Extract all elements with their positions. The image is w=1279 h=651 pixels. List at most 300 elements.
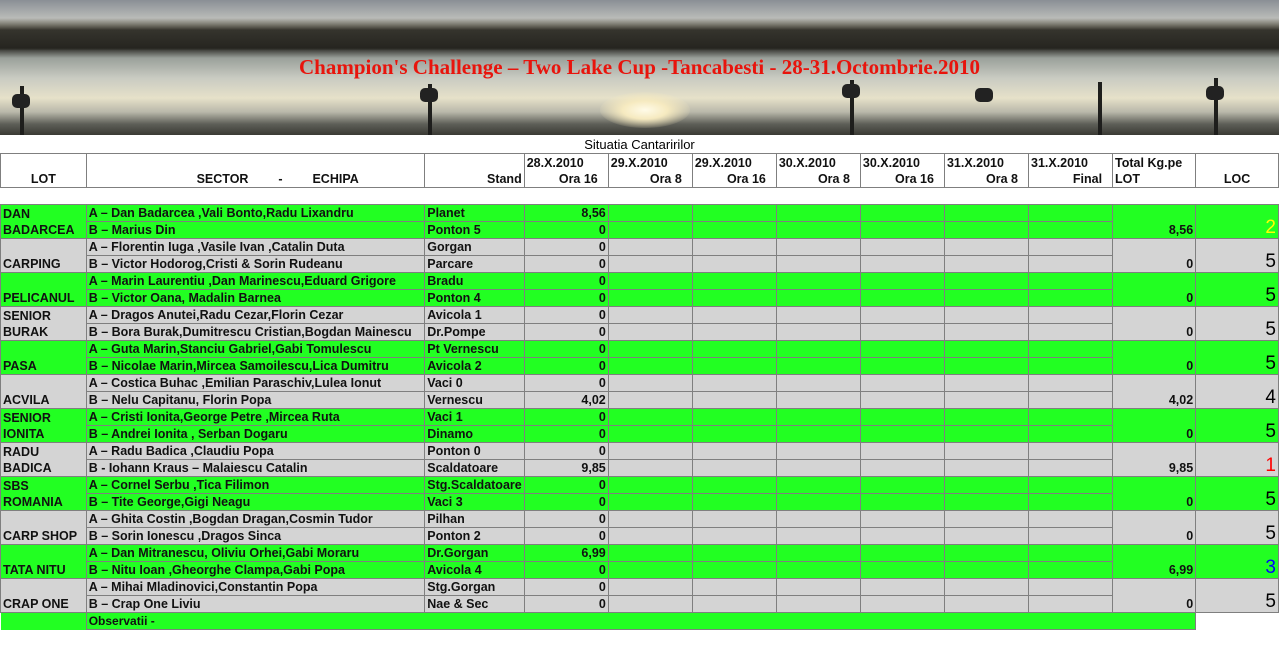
weight-day3-a (692, 273, 776, 290)
weight-day1-a: 0 (524, 273, 608, 290)
team-member-a: A – Cristi Ionita,George Petre ,Mircea Ruta (86, 409, 425, 426)
team-total: 0 (1113, 477, 1196, 511)
weight-day5-b (860, 460, 944, 477)
weight-day2-b (608, 324, 692, 341)
weight-day7-b (1029, 426, 1113, 443)
weight-day3-b (692, 494, 776, 511)
team-row-a (1, 409, 1279, 426)
weight-day4-a (776, 409, 860, 426)
day6-date: 31.X.2010 (946, 156, 1004, 170)
weight-day3-b (692, 256, 776, 273)
col-header-stand: Stand (425, 154, 524, 188)
team-total: 6,99 (1113, 545, 1196, 579)
stand-a: Planet (425, 205, 524, 222)
team-total: 8,56 (1113, 205, 1196, 239)
weight-day5-b (860, 358, 944, 375)
stand-a: Pt Vernescu (425, 341, 524, 358)
day7-date: 31.X.2010 (1031, 156, 1088, 170)
stand-a: Stg.Scaldatoare (425, 477, 524, 494)
weight-day7-b (1029, 562, 1113, 579)
weight-day5-b (860, 324, 944, 341)
weight-day6-b (944, 392, 1028, 409)
weight-day7-b (1029, 222, 1113, 239)
team-member-b: B – Marius Din (86, 222, 425, 239)
total-lot-label: LOT (1115, 172, 1141, 186)
weight-day7-a (1029, 341, 1113, 358)
weight-day3-a (692, 205, 776, 222)
weight-day7-b (1029, 494, 1113, 511)
reel-icon (1206, 86, 1224, 100)
weight-day6-a (944, 375, 1028, 392)
weight-day3-a (692, 579, 776, 596)
weight-day6-a (944, 443, 1028, 460)
team-lot (1, 409, 87, 443)
stand-a: Vaci 0 (425, 375, 524, 392)
team-lot-line2: BADICA (3, 461, 52, 475)
stand-b: Dinamo (425, 426, 524, 443)
weight-day1-a: 0 (524, 409, 608, 426)
team-row-a (1, 511, 1279, 528)
reel-icon (975, 88, 993, 102)
reel-icon (12, 94, 30, 108)
weight-day7-a (1029, 545, 1113, 562)
weight-day2-a (608, 545, 692, 562)
stand-b: Vaci 3 (425, 494, 524, 511)
team-member-a: A – Florentin Iuga ,Vasile Ivan ,Catalin Duta (86, 239, 425, 256)
team-member-a: A – Costica Buhac ,Emilian Paraschiv,Lulea Ionut (86, 375, 425, 392)
team-lot-line2: IONITA (3, 427, 45, 441)
stand-b: Scaldatoare (425, 460, 524, 477)
team-member-b: B – Crap One Liviu (86, 596, 425, 613)
stand-a: Vaci 1 (425, 409, 524, 426)
team-row-a (1, 307, 1279, 324)
weight-day1-a: 0 (524, 375, 608, 392)
header-banner (0, 0, 1279, 135)
team-member-b: B – Bora Burak,Dumitrescu Cristian,Bogdan Mainescu (86, 324, 425, 341)
weight-day5-a (860, 273, 944, 290)
team-total: 0 (1113, 341, 1196, 375)
day7-time: Final (1072, 172, 1103, 186)
rod-pod-icon (1098, 82, 1102, 135)
col-header-day1 (524, 154, 608, 188)
weight-day6-b (944, 460, 1028, 477)
weight-day1-b: 0 (524, 494, 608, 511)
weight-day4-b (776, 256, 860, 273)
stand-b: Nae & Sec (425, 596, 524, 613)
weight-day3-a (692, 545, 776, 562)
treeline (0, 18, 1279, 50)
weight-day5-a (860, 307, 944, 324)
weight-day1-a: 0 (524, 579, 608, 596)
team-lot (1, 239, 87, 273)
weight-day2-b (608, 460, 692, 477)
table-caption: Situatia Cantaririlor (584, 137, 695, 152)
weight-day5-a (860, 409, 944, 426)
weight-day1-b: 0 (524, 528, 608, 545)
team-lot (1, 375, 87, 409)
weight-day3-b (692, 392, 776, 409)
team-row-b (1, 324, 1279, 341)
weight-day2-a (608, 205, 692, 222)
team-lot-line1: SBS (3, 479, 29, 493)
weight-day2-b (608, 494, 692, 511)
weight-day6-a (944, 409, 1028, 426)
weight-day7-a (1029, 307, 1113, 324)
team-row-a (1, 579, 1279, 596)
col-header-lot: LOT (1, 154, 87, 188)
weight-day7-a (1029, 579, 1113, 596)
stand-b: Ponton 5 (425, 222, 524, 239)
team-rank: 5 (1196, 409, 1279, 443)
team-member-a: A – Dragos Anutei,Radu Cezar,Florin Cezar (86, 307, 425, 324)
weight-day2-a (608, 477, 692, 494)
weight-day3-b (692, 528, 776, 545)
weight-day4-b (776, 494, 860, 511)
weight-day4-a (776, 273, 860, 290)
team-lot (1, 273, 87, 307)
team-member-b: B - Iohann Kraus – Malaiescu Catalin (86, 460, 425, 477)
team-total: 0 (1113, 409, 1196, 443)
weight-day7-b (1029, 358, 1113, 375)
weight-day3-a (692, 341, 776, 358)
team-total: 9,85 (1113, 443, 1196, 477)
weight-day7-a (1029, 511, 1113, 528)
weight-day6-a (944, 205, 1028, 222)
team-row-a (1, 273, 1279, 290)
team-total: 0 (1113, 273, 1196, 307)
weight-day7-b (1029, 460, 1113, 477)
team-member-a: A – Ghita Costin ,Bogdan Dragan,Cosmin Tudor (86, 511, 425, 528)
reel-icon (420, 88, 438, 102)
col-header-dash: - (278, 172, 283, 186)
team-row-a (1, 477, 1279, 494)
weight-day2-a (608, 409, 692, 426)
team-member-b: B – Nelu Capitanu, Florin Popa (86, 392, 425, 409)
team-lot-line2: BURAK (3, 325, 49, 339)
weight-day6-b (944, 358, 1028, 375)
weight-day7-a (1029, 409, 1113, 426)
team-lot-line1: DAN (3, 207, 31, 221)
weight-day4-b (776, 358, 860, 375)
day3-time: Ora 16 (726, 172, 766, 186)
team-row-a (1, 443, 1279, 460)
day2-time: Ora 8 (649, 172, 682, 186)
weight-day7-b (1029, 596, 1113, 613)
weight-day7-a (1029, 477, 1113, 494)
weight-day4-b (776, 290, 860, 307)
weight-day5-b (860, 596, 944, 613)
team-member-a: A – Marin Laurentiu ,Dan Marinescu,Eduard Grigore (86, 273, 425, 290)
weight-day2-a (608, 239, 692, 256)
weight-day2-b (608, 426, 692, 443)
weight-day4-a (776, 205, 860, 222)
weight-day5-b (860, 256, 944, 273)
weight-day1-b: 0 (524, 256, 608, 273)
team-row-b (1, 290, 1279, 307)
weight-day6-a (944, 273, 1028, 290)
team-member-b: B – Victor Oana, Madalin Barnea (86, 290, 425, 307)
weight-day1-b: 0 (524, 222, 608, 239)
team-rank: 5 (1196, 579, 1279, 613)
team-member-a: A – Radu Badica ,Claudiu Popa (86, 443, 425, 460)
team-rank: 5 (1196, 273, 1279, 307)
weight-day5-b (860, 290, 944, 307)
col-header-day7 (1029, 154, 1113, 188)
weight-day7-a (1029, 239, 1113, 256)
weight-day2-a (608, 273, 692, 290)
weight-day6-a (944, 579, 1028, 596)
stand-b: Parcare (425, 256, 524, 273)
weight-day2-b (608, 358, 692, 375)
col-header-day4 (776, 154, 860, 188)
weight-day6-a (944, 307, 1028, 324)
weight-day7-b (1029, 324, 1113, 341)
team-member-b: B – Victor Hodorog,Cristi & Sorin Rudeanu (86, 256, 425, 273)
stand-a: Gorgan (425, 239, 524, 256)
team-lot-line2: ACVILA (3, 393, 50, 407)
stand-a: Ponton 0 (425, 443, 524, 460)
weight-day3-b (692, 426, 776, 443)
weight-day6-a (944, 545, 1028, 562)
weight-day4-b (776, 460, 860, 477)
team-member-a: A – Mihai Mladinovici,Constantin Popa (86, 579, 425, 596)
weight-day3-a (692, 511, 776, 528)
weight-day4-b (776, 426, 860, 443)
weight-day4-a (776, 443, 860, 460)
weight-day4-a (776, 307, 860, 324)
weight-day1-a: 0 (524, 341, 608, 358)
stand-a: Pilhan (425, 511, 524, 528)
team-rank: 5 (1196, 341, 1279, 375)
team-lot-line2: PASA (3, 359, 37, 373)
day3-date: 29.X.2010 (694, 156, 752, 170)
col-header-day6 (944, 154, 1028, 188)
team-member-a: A – Dan Mitranescu, Oliviu Orhei,Gabi Moraru (86, 545, 425, 562)
weight-day1-b: 0 (524, 324, 608, 341)
weight-day5-a (860, 511, 944, 528)
stand-b: Avicola 4 (425, 562, 524, 579)
team-member-b: B – Sorin Ionescu ,Dragos Sinca (86, 528, 425, 545)
total-label: Total Kg.pe (1115, 156, 1183, 170)
weight-day3-b (692, 562, 776, 579)
weight-day7-a (1029, 375, 1113, 392)
weight-day4-b (776, 528, 860, 545)
weight-day4-b (776, 392, 860, 409)
team-rank: 5 (1196, 477, 1279, 511)
observations-cell: Observatii - (86, 613, 1195, 630)
weight-day2-a (608, 443, 692, 460)
day1-time: Ora 16 (558, 172, 598, 186)
weight-day7-a (1029, 273, 1113, 290)
weight-day6-b (944, 494, 1028, 511)
day6-time: Ora 8 (986, 172, 1018, 186)
weight-day1-b: 0 (524, 596, 608, 613)
weight-day4-a (776, 341, 860, 358)
stand-b: Ponton 4 (425, 290, 524, 307)
weight-day2-b (608, 256, 692, 273)
team-lot-line2: PELICANUL (3, 291, 75, 305)
weight-day5-b (860, 222, 944, 239)
weight-day7-b (1029, 528, 1113, 545)
team-row-a (1, 545, 1279, 562)
observations-spacer (1, 613, 87, 630)
weight-day2-a (608, 307, 692, 324)
team-rank: 4 (1196, 375, 1279, 409)
col-header-day5 (860, 154, 944, 188)
weight-day1-a: 0 (524, 307, 608, 324)
team-lot-line1: RADU (3, 445, 40, 459)
weight-day1-b: 0 (524, 426, 608, 443)
weight-day1-a: 8,56 (524, 205, 608, 222)
weight-day1-b: 0 (524, 358, 608, 375)
weight-day7-b (1029, 290, 1113, 307)
team-row-a (1, 341, 1279, 358)
weight-day5-a (860, 239, 944, 256)
weight-day4-a (776, 545, 860, 562)
team-row-a (1, 205, 1279, 222)
team-member-b: B – Nitu Ioan ,Gheorghe Clampa,Gabi Popa (86, 562, 425, 579)
weight-day2-b (608, 562, 692, 579)
weight-day1-b: 4,02 (524, 392, 608, 409)
team-lot (1, 341, 87, 375)
weight-day5-b (860, 392, 944, 409)
weight-day2-a (608, 341, 692, 358)
weight-day7-b (1029, 392, 1113, 409)
weight-day3-a (692, 307, 776, 324)
col-header-total (1113, 154, 1196, 188)
team-total: 0 (1113, 579, 1196, 613)
team-total: 0 (1113, 307, 1196, 341)
weight-day5-a (860, 341, 944, 358)
stand-a: Dr.Gorgan (425, 545, 524, 562)
team-lot (1, 511, 87, 545)
weight-day4-b (776, 562, 860, 579)
weight-day4-b (776, 596, 860, 613)
team-rank: 5 (1196, 511, 1279, 545)
weight-day1-b: 9,85 (524, 460, 608, 477)
weight-day2-a (608, 375, 692, 392)
team-rank: 1 (1196, 443, 1279, 477)
weight-day2-a (608, 579, 692, 596)
team-lot (1, 307, 87, 341)
header-row (1, 154, 1279, 188)
day2-date: 29.X.2010 (610, 156, 668, 170)
day1-date: 28.X.2010 (526, 156, 584, 170)
team-row-b (1, 256, 1279, 273)
day5-time: Ora 16 (895, 172, 934, 186)
team-row-b (1, 494, 1279, 511)
day5-date: 30.X.2010 (862, 156, 920, 170)
col-header-sector: SECTOR (196, 172, 249, 186)
team-lot (1, 579, 87, 613)
col-header-day2 (608, 154, 692, 188)
stand-a: Bradu (425, 273, 524, 290)
team-row-a (1, 239, 1279, 256)
team-lot (1, 205, 87, 239)
team-lot-line2: CARP SHOP (3, 529, 78, 543)
reel-icon (842, 84, 860, 98)
team-lot (1, 443, 87, 477)
spacer-cell (1, 188, 1279, 205)
team-row-b (1, 460, 1279, 477)
weight-day2-b (608, 290, 692, 307)
weight-day3-b (692, 358, 776, 375)
weight-day5-a (860, 477, 944, 494)
team-total: 0 (1113, 511, 1196, 545)
weight-day5-b (860, 528, 944, 545)
team-rank: 2 (1196, 205, 1279, 239)
weight-day3-a (692, 375, 776, 392)
stand-b: Vernescu (425, 392, 524, 409)
weight-day6-a (944, 239, 1028, 256)
weight-day1-a: 6,99 (524, 545, 608, 562)
col-header-day3 (692, 154, 776, 188)
team-rank: 5 (1196, 307, 1279, 341)
weight-day4-a (776, 477, 860, 494)
weight-day1-a: 0 (524, 511, 608, 528)
team-row-b (1, 358, 1279, 375)
team-lot-line2: BADARCEA (3, 223, 75, 237)
weight-day1-a: 0 (524, 443, 608, 460)
weight-day7-b (1029, 256, 1113, 273)
day4-date: 30.X.2010 (778, 156, 836, 170)
team-lot (1, 477, 87, 511)
weight-day4-b (776, 222, 860, 239)
observations-row (1, 613, 1279, 630)
weight-day1-b: 0 (524, 562, 608, 579)
stand-a: Stg.Gorgan (425, 579, 524, 596)
col-header-echipa: ECHIPA (312, 172, 359, 186)
team-lot-line2: TATA NITU (3, 563, 66, 577)
weight-day4-a (776, 239, 860, 256)
team-row-a (1, 375, 1279, 392)
team-member-a: A – Guta Marin,Stanciu Gabriel,Gabi Tomulescu (86, 341, 425, 358)
weight-day3-b (692, 324, 776, 341)
weight-day5-a (860, 443, 944, 460)
spacer-row (1, 188, 1279, 205)
weight-day6-a (944, 511, 1028, 528)
team-row-b (1, 596, 1279, 613)
team-member-a: A – Dan Badarcea ,Vali Bonto,Radu Lixandru (86, 205, 425, 222)
team-total: 0 (1113, 239, 1196, 273)
weight-day2-b (608, 528, 692, 545)
weight-day6-b (944, 222, 1028, 239)
weight-day7-a (1029, 205, 1113, 222)
weight-day2-b (608, 222, 692, 239)
team-member-a: A – Cornel Serbu ,Tica Filimon (86, 477, 425, 494)
team-rank: 3 (1196, 545, 1279, 579)
weight-day5-a (860, 579, 944, 596)
team-lot-line1: SENIOR (3, 309, 51, 323)
weight-day5-a (860, 205, 944, 222)
weight-day4-a (776, 511, 860, 528)
sun-reflection (600, 92, 690, 128)
weight-day6-b (944, 426, 1028, 443)
team-lot-line2: CARPING (3, 257, 61, 271)
weight-day4-a (776, 579, 860, 596)
weight-day1-b: 0 (524, 290, 608, 307)
weight-day6-b (944, 528, 1028, 545)
stand-b: Avicola 2 (425, 358, 524, 375)
weight-day3-b (692, 460, 776, 477)
team-lot-line1: SENIOR (3, 411, 51, 425)
weight-day5-a (860, 545, 944, 562)
weight-day6-b (944, 290, 1028, 307)
stand-b: Ponton 2 (425, 528, 524, 545)
weight-day3-a (692, 239, 776, 256)
weight-day7-a (1029, 443, 1113, 460)
team-lot-line2: ROMANIA (3, 495, 63, 509)
